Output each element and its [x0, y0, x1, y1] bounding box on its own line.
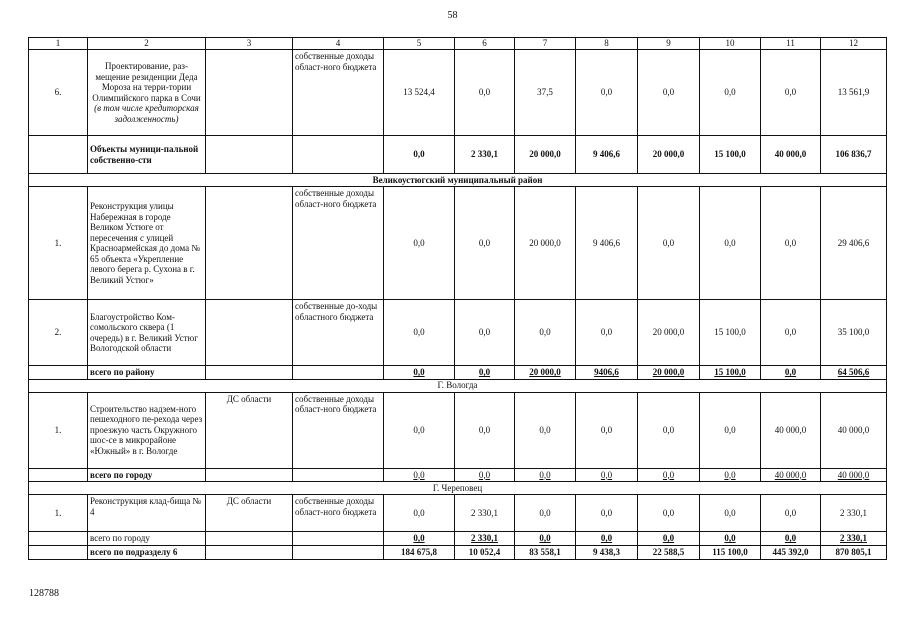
- column-header: 2: [88, 38, 206, 50]
- funding-source: [293, 136, 384, 174]
- row-index: 1.: [29, 392, 88, 468]
- value-cell: 0,0: [700, 187, 761, 300]
- value-cell: 40 000,0: [821, 392, 887, 468]
- value-cell: 20 000,0: [638, 136, 700, 174]
- value-cell: 0,0: [576, 300, 638, 366]
- row-index: 1.: [29, 495, 88, 532]
- value-cell: 2 330,1: [455, 532, 515, 546]
- value-cell: 0,0: [455, 300, 515, 366]
- value-cell: 20 000,0: [638, 300, 700, 366]
- value-cell: 0,0: [576, 392, 638, 468]
- row-index: 1.: [29, 187, 88, 300]
- customer-cell: [206, 366, 293, 380]
- value-cell: 2 330,1: [821, 532, 887, 546]
- value-cell: 115 100,0: [700, 545, 761, 559]
- value-cell: 0,0: [700, 532, 761, 546]
- value-cell: 0,0: [384, 187, 455, 300]
- object-name: Благоустройство Ком-сомольского сквера (1 очередь) в г. Великий Устюг Вологодской области: [88, 300, 206, 366]
- table-row: [29, 495, 887, 532]
- row-index: 2.: [29, 300, 88, 366]
- value-cell: 20 000,0: [515, 136, 576, 174]
- value-cell: 20 000,0: [515, 366, 576, 380]
- section-title: Г. Вологда: [29, 379, 887, 392]
- value-cell: 37,5: [515, 50, 576, 136]
- value-cell: 0,0: [515, 468, 576, 482]
- row-index: [29, 136, 88, 174]
- section-title: Г. Череповец: [29, 482, 887, 495]
- customer-cell: [206, 468, 293, 482]
- value-cell: 20 000,0: [638, 366, 700, 380]
- column-header: 11: [761, 38, 821, 50]
- value-cell: 0,0: [761, 300, 821, 366]
- customer-cell: [206, 136, 293, 174]
- value-cell: 40 000,0: [761, 468, 821, 482]
- funding-source: [293, 532, 384, 546]
- funding-source: [293, 366, 384, 380]
- value-cell: 0,0: [384, 366, 455, 380]
- column-header: 9: [638, 38, 700, 50]
- value-cell: 0,0: [384, 392, 455, 468]
- column-header: 3: [206, 38, 293, 50]
- value-cell: 2 330,1: [455, 495, 515, 532]
- value-cell: 0,0: [638, 495, 700, 532]
- section-header-row: [29, 379, 887, 392]
- value-cell: 40 000,0: [761, 136, 821, 174]
- value-cell: 0,0: [700, 468, 761, 482]
- value-cell: 0,0: [455, 392, 515, 468]
- customer-cell: ДС области: [206, 392, 293, 468]
- customer-cell: [206, 50, 293, 136]
- value-cell: 0,0: [455, 50, 515, 136]
- object-name: Реконструкция клад-бища № 4: [88, 495, 206, 532]
- value-cell: 0,0: [384, 532, 455, 546]
- value-cell: 0,0: [638, 468, 700, 482]
- value-cell: 0,0: [515, 392, 576, 468]
- section-title: Великоустюгский муниципальный район: [29, 174, 887, 187]
- value-cell: 35 100,0: [821, 300, 887, 366]
- value-cell: 0,0: [761, 366, 821, 380]
- funding-source: собственные доходы област-ного бюджета: [293, 495, 384, 532]
- value-cell: 15 100,0: [700, 300, 761, 366]
- funding-source: собственные доходы област-ного бюджета: [293, 392, 384, 468]
- value-cell: 13 561,9: [821, 50, 887, 136]
- value-cell: 184 675,8: [384, 545, 455, 559]
- funding-source: собственные до-ходы областного бюджета: [293, 300, 384, 366]
- column-header: 4: [293, 38, 384, 50]
- document-code: 128788: [29, 588, 59, 599]
- value-cell: 22 588,5: [638, 545, 700, 559]
- column-header: 5: [384, 38, 455, 50]
- row-index: [29, 468, 88, 482]
- value-cell: 2 330,1: [821, 495, 887, 532]
- value-cell: 0,0: [455, 366, 515, 380]
- subtotal-row: [29, 468, 887, 482]
- value-cell: 0,0: [576, 532, 638, 546]
- object-name: всего по городу: [88, 532, 206, 546]
- funding-source: собственные доходы област-ного бюджета: [293, 187, 384, 300]
- value-cell: 0,0: [576, 50, 638, 136]
- value-cell: 0,0: [576, 468, 638, 482]
- object-name: Реконструкция улицы Набережная в городе Великом Устюге от пересечения с улицей Красноармейская до дома № 65 объекта «Укрепление левого берега р. Сухона в г. Великий Устюг»: [88, 187, 206, 300]
- value-cell: 0,0: [638, 392, 700, 468]
- value-cell: 0,0: [761, 495, 821, 532]
- value-cell: 0,0: [576, 495, 638, 532]
- row-index: [29, 366, 88, 380]
- object-name: всего по подразделу 6: [88, 545, 206, 559]
- value-cell: 0,0: [515, 532, 576, 546]
- value-cell: 15 100,0: [700, 366, 761, 380]
- value-cell: 0,0: [455, 468, 515, 482]
- value-cell: 870 805,1: [821, 545, 887, 559]
- column-header: 6: [455, 38, 515, 50]
- table-row: [29, 187, 887, 300]
- funding-source: [293, 468, 384, 482]
- value-cell: 0,0: [515, 300, 576, 366]
- column-header: 12: [821, 38, 887, 50]
- customer-cell: [206, 532, 293, 546]
- value-cell: 10 052,4: [455, 545, 515, 559]
- object-name: Проектирование, раз-мещение резиденции Деда Мороза на терри-тории Олимпийского парка в Сочи (в том числе кредиторская задолженность): [88, 50, 206, 136]
- table-row: [29, 50, 887, 136]
- subtotal-row: [29, 136, 887, 174]
- column-header: 10: [700, 38, 761, 50]
- value-cell: 0,0: [761, 50, 821, 136]
- value-cell: 64 506,6: [821, 366, 887, 380]
- value-cell: 0,0: [384, 300, 455, 366]
- funding-source: [293, 545, 384, 559]
- column-numbers-row: [29, 38, 887, 50]
- row-index: 6.: [29, 50, 88, 136]
- subtotal-row: [29, 366, 887, 380]
- object-name: всего по району: [88, 366, 206, 380]
- value-cell: 9 438,3: [576, 545, 638, 559]
- value-cell: 0,0: [638, 50, 700, 136]
- value-cell: 0,0: [515, 495, 576, 532]
- value-cell: 0,0: [384, 495, 455, 532]
- value-cell: 29 406,6: [821, 187, 887, 300]
- object-name: всего по городу: [88, 468, 206, 482]
- value-cell: 0,0: [700, 495, 761, 532]
- column-header: 8: [576, 38, 638, 50]
- table-row: [29, 300, 887, 366]
- value-cell: 0,0: [761, 187, 821, 300]
- value-cell: 83 558,1: [515, 545, 576, 559]
- value-cell: 13 524,4: [384, 50, 455, 136]
- value-cell: 40 000,0: [821, 468, 887, 482]
- value-cell: 9 406,6: [576, 136, 638, 174]
- value-cell: 15 100,0: [700, 136, 761, 174]
- value-cell: 0,0: [384, 136, 455, 174]
- value-cell: 9406,6: [576, 366, 638, 380]
- column-header: 7: [515, 38, 576, 50]
- value-cell: 0,0: [384, 468, 455, 482]
- customer-cell: [206, 187, 293, 300]
- value-cell: 445 392,0: [761, 545, 821, 559]
- funding-source: собственные доходы област-ного бюджета: [293, 50, 384, 136]
- value-cell: 0,0: [638, 187, 700, 300]
- object-name: Строительство надзем-ного пешеходного пе-рехода через проезжую часть Окружного шос-се в микрорайоне «Южный» в г. Вологде: [88, 392, 206, 468]
- grand-total-row: [29, 545, 887, 559]
- value-cell: 9 406,6: [576, 187, 638, 300]
- object-name: Объекты муници-пальной собственно-сти: [88, 136, 206, 174]
- budget-table: [28, 37, 887, 560]
- row-index: [29, 545, 88, 559]
- section-header-row: [29, 482, 887, 495]
- section-header-row: [29, 174, 887, 187]
- subtotal-row: [29, 532, 887, 546]
- customer-cell: [206, 300, 293, 366]
- row-index: [29, 532, 88, 546]
- page-number: 58: [447, 10, 458, 21]
- value-cell: 0,0: [761, 532, 821, 546]
- customer-cell: ДС области: [206, 495, 293, 532]
- value-cell: 40 000,0: [761, 392, 821, 468]
- value-cell: 106 836,7: [821, 136, 887, 174]
- value-cell: 0,0: [638, 532, 700, 546]
- column-header: 1: [29, 38, 88, 50]
- value-cell: 20 000,0: [515, 187, 576, 300]
- table-row: [29, 392, 887, 468]
- value-cell: 0,0: [700, 392, 761, 468]
- customer-cell: [206, 545, 293, 559]
- value-cell: 2 330,1: [455, 136, 515, 174]
- value-cell: 0,0: [455, 187, 515, 300]
- value-cell: 0,0: [700, 50, 761, 136]
